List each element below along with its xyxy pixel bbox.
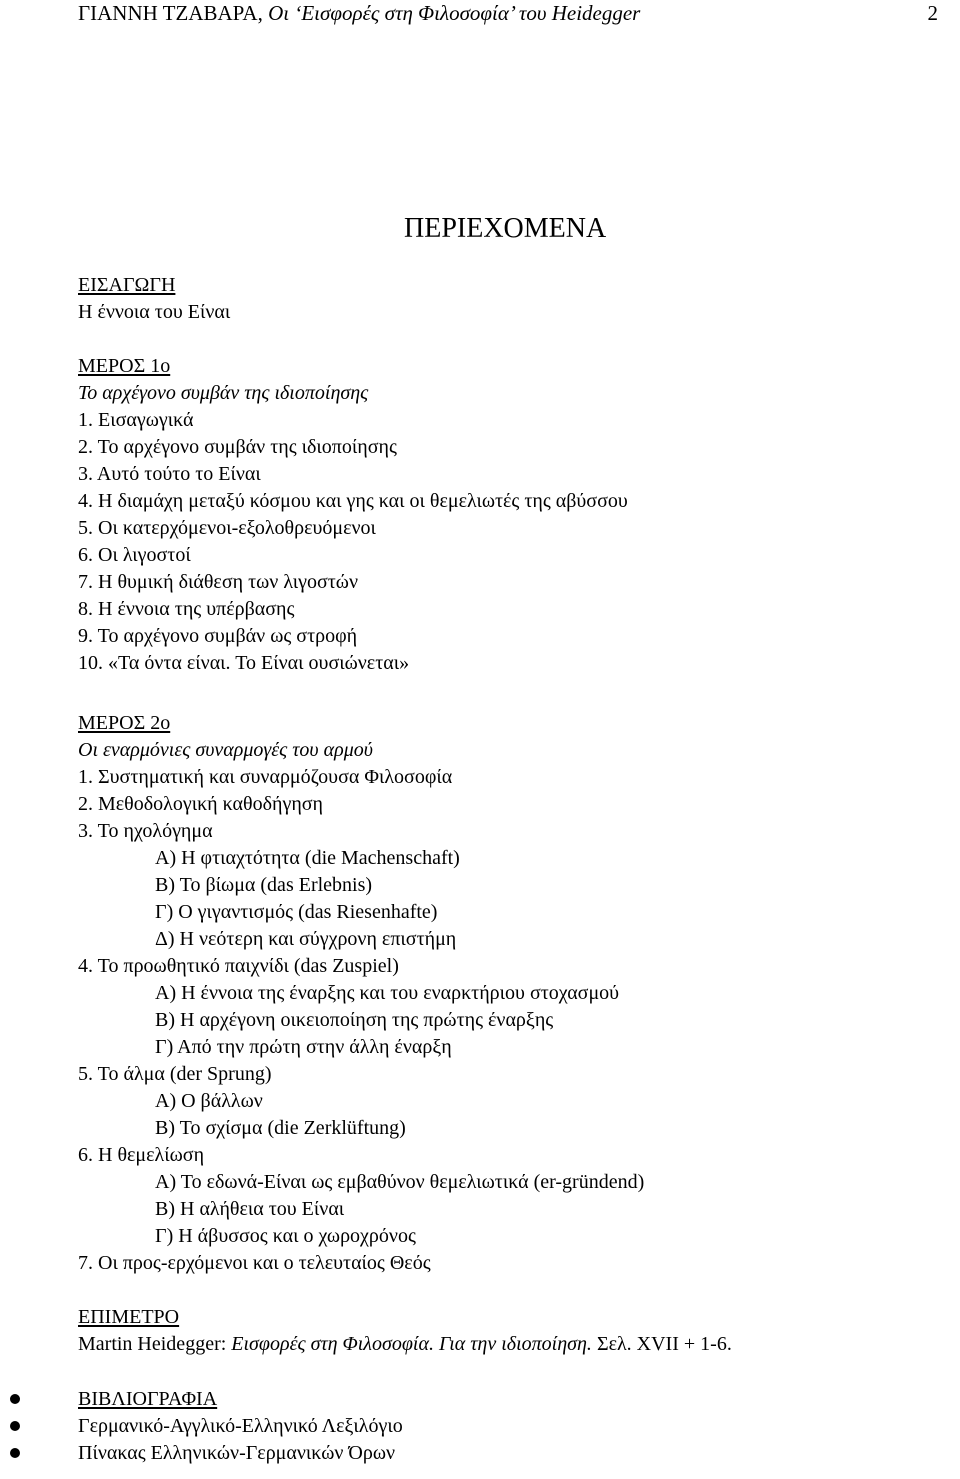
part2-subitem: Α) Ο βάλλων [155,1090,263,1112]
part2-subitem: Β) Η αρχέγονη οικειοποίηση της πρώτης έναρξης [155,1009,554,1031]
header-work-title: Οι ‘Εισφορές στη Φιλοσοφία’ του Heidegger [268,1,641,25]
terms-index-item: Πίνακας Ελληνικών-Γερμανικών Όρων [78,1442,396,1464]
part1-item: 8. Η έννοια της υπέρβασης [78,598,295,620]
part2-item: 7. Οι προς-ερχόμενοι και ο τελευταίος Θεός [78,1252,431,1274]
introduction-heading: ΕΙΣΑΓΩΓΗ [78,274,176,296]
part2-item: 6. Η θεμελίωση [78,1144,205,1166]
part1-item: 5. Οι κατερχόμενοι-εξολοθρευόμενοι [78,517,376,539]
part1-item: 2. Το αρχέγονο συμβάν της ιδιοποίησης [78,436,397,458]
part2-subitem: Γ) Από την πρώτη στην άλλη έναρξη [155,1036,452,1058]
part2-item: 5. Το άλμα (der Sprung) [78,1063,272,1085]
part2-item: 1. Συστηματική και συναρμόζουσα Φιλοσοφία [78,766,453,788]
part2-subitem: Α) Η έννοια της έναρξης και του εναρκτήριου στοχασμού [155,982,620,1004]
part2-item: 2. Μεθοδολογική καθοδήγηση [78,793,324,815]
running-header [78,0,640,26]
epilogue-author: Martin Heidegger: [78,1333,232,1355]
part2-subitem: Β) Το σχίσμα (die Zerklüftung) [155,1117,406,1139]
part2-subitem: Δ) Η νεότερη και σύγχρονη επιστήμη [155,928,457,950]
part2-subitem: Α) Η φτιαχτότητα (die Machenschaft) [155,847,460,869]
page-number: 2 [927,1,938,25]
part2-subitem: Γ) Η άβυσσος και ο χωροχρόνος [155,1225,416,1247]
bullet-icon [10,1421,20,1431]
part2-subitem: Β) Το βίωμα (das Erlebnis) [155,874,373,896]
part1-item: 4. Η διαμάχη μεταξύ κόσμου και γης και οι θεμελιωτές της αβύσσου [78,490,628,512]
epilogue-citation [78,1331,732,1358]
part1-item: 10. «Τα όντα είναι. Το Είναι ουσιώνεται» [78,652,410,674]
part2-item: 3. Το ηχολόγημα [78,820,213,842]
part1-item: 3. Αυτό τούτο το Είναι [78,463,261,485]
bullet-icon [10,1448,20,1458]
part1-item: 7. Η θυμική διάθεση των λιγοστών [78,571,359,593]
bullet-icon [10,1394,20,1404]
introduction-subtitle: Η έννοια του Είναι [78,301,231,323]
part1-item: 1. Εισαγωγικά [78,409,194,431]
header-author: ΓΙΑΝΝΗ ΤΖΑΒΑΡΑ, [78,1,269,25]
part2-item: 4. Το προωθητικό παιχνίδι (das Zuspiel) [78,955,399,977]
epilogue-heading: ΕΠΙΜΕΤΡΟ [78,1306,180,1328]
epilogue-pages: Σελ. XVII + 1-6. [591,1333,732,1355]
glossary-item: Γερμανικό-Αγγλικό-Ελληνικό Λεξιλόγιο [78,1415,403,1437]
page-title: ΠΕΡΙΕΧΟΜΕΝΑ [404,213,607,244]
part2-subitem: Γ) Ο γιγαντισμός (das Riesenhafte) [155,901,438,923]
epilogue-work-title: Εισφορές στη Φιλοσοφία. Για την ιδιοποίηση. [231,1333,592,1355]
part1-subtitle: Το αρχέγονο συμβάν της ιδιοποίησης [78,382,369,404]
part1-heading: ΜΕΡΟΣ 1ο [78,355,171,377]
part2-subitem: Β) Η αλήθεια του Είναι [155,1198,345,1220]
part1-item: 9. Το αρχέγονο συμβάν ως στροφή [78,625,358,647]
part2-subtitle: Οι εναρμόνιες συναρμογές του αρμού [78,739,373,761]
part2-heading: ΜΕΡΟΣ 2ο [78,712,171,734]
part1-item: 6. Οι λιγοστοί [78,544,191,566]
part2-subitem: Α) Το εδωνά-Είναι ως εμβαθύνον θεμελιωτικά (er-gründend) [155,1171,645,1193]
bibliography-heading: ΒΙΒΛΙΟΓΡΑΦΙΑ [78,1388,218,1410]
